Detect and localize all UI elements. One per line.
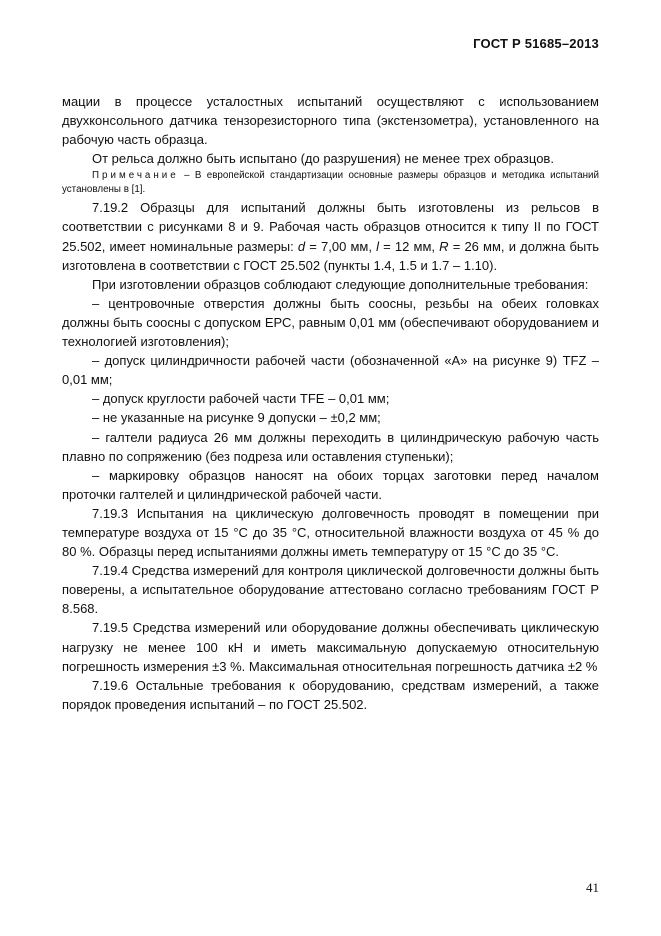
list-item-fillets: – галтели радиуса 26 мм должны переходить в цилиндрическую рабочую часть плавно по сопряжению (без подреза или оставления ступеньки); bbox=[62, 429, 599, 464]
list-item-cylindricity: – допуск цилиндричности рабочей части (обозначенной «А» на рисунке 9) TFZ – 0,01 мм; bbox=[62, 353, 599, 388]
paragraph-requirements-intro: При изготовлении образцов соблюдают следующие дополнительные требования: bbox=[92, 276, 589, 292]
list-item-tolerances: – не указанные на рисунке 9 допуски – ±0,2 мм; bbox=[92, 410, 381, 426]
list-item-roundness: – допуск круглости рабочей части TFE – 0,01 мм; bbox=[92, 391, 390, 407]
p3-r-value: = 26 мм, и должна быть изготовлена в соответствии с ГОСТ 25.502 (пункты 1.4, 1.5 и 1.7 – 1.10). bbox=[62, 238, 599, 273]
p3-r-symbol: R bbox=[439, 238, 449, 254]
note-label: Примечание bbox=[92, 170, 179, 182]
page-number: 41 bbox=[586, 880, 599, 895]
p3-d-value: = 7,00 мм, bbox=[305, 238, 377, 254]
list-item-marking: – маркировку образцов наносят на обоих торцах заготовки перед началом проточки галтелей и цилиндрической рабочей части. bbox=[62, 467, 599, 502]
p3-text: 7.19.2 Образцы для испытаний должны быть изготовлены из рельсов в соответствии с рисунками 8 и 9. Рабочая часть образцов относится к типу II по ГОСТ 25.502, имеет номинальные размеры: bbox=[62, 200, 599, 254]
paragraph-7-19-4: 7.19.4 Средства измерений для контроля циклической долговечности должны быть поверены, а испытательное оборудование аттестовано согласно требованиям ГОСТ Р 8.568. bbox=[62, 563, 599, 617]
p3-l-value: = 12 мм, bbox=[379, 238, 440, 254]
document-body bbox=[62, 92, 599, 714]
paragraph-7-19-6: 7.19.6 Остальные требования к оборудованию, средствам измерений, а также порядок проведения испытаний – по ГОСТ 25.502. bbox=[62, 677, 599, 712]
p3-l-symbol: l bbox=[376, 238, 380, 254]
paragraph-7-19-2 bbox=[62, 198, 599, 274]
p3-d-symbol: d bbox=[297, 238, 306, 254]
list-item-centering-holes: – центровочные отверстия должны быть соосны, резьбы на обеих головках должны быть соосны с допуском ЕРС, равным 0,01 мм (обеспечивают оборудованием и технологией изготовления); bbox=[62, 295, 599, 350]
note-text: – В европейской стандартизации основные размеры образцов и методика испытаний установлены в [1]. bbox=[62, 170, 599, 196]
paragraph-continuation: мации в процессе усталостных испытаний осуществляют с использованием двухконсольного датчика тензорезисторного типа (экстензометра), установленного на рабочую часть образца. bbox=[62, 94, 599, 148]
paragraph-sample-count: От рельса должно быть испытано (до разрушения) не менее трех образцов. bbox=[92, 151, 554, 167]
note bbox=[62, 169, 599, 197]
document-code-header: ГОСТ Р 51685–2013 bbox=[473, 36, 599, 51]
paragraph-7-19-3: 7.19.3 Испытания на циклическую долговечность проводят в помещении при температуре воздуха от 15 °С до 35 °С, относительной влажности воздуха от 45 % до 80 %. Образцы перед испытаниями должны иметь температуру от 15 °С до 35 °С. bbox=[62, 505, 599, 560]
paragraph-7-19-5: 7.19.5 Средства измерений или оборудование должны обеспечивать циклическую нагрузку не менее 100 кН и иметь максимальную допускаемую относительную погрешность измерения ±3 %. Максимальная относительная погрешность датчика ±2 % bbox=[62, 620, 599, 674]
